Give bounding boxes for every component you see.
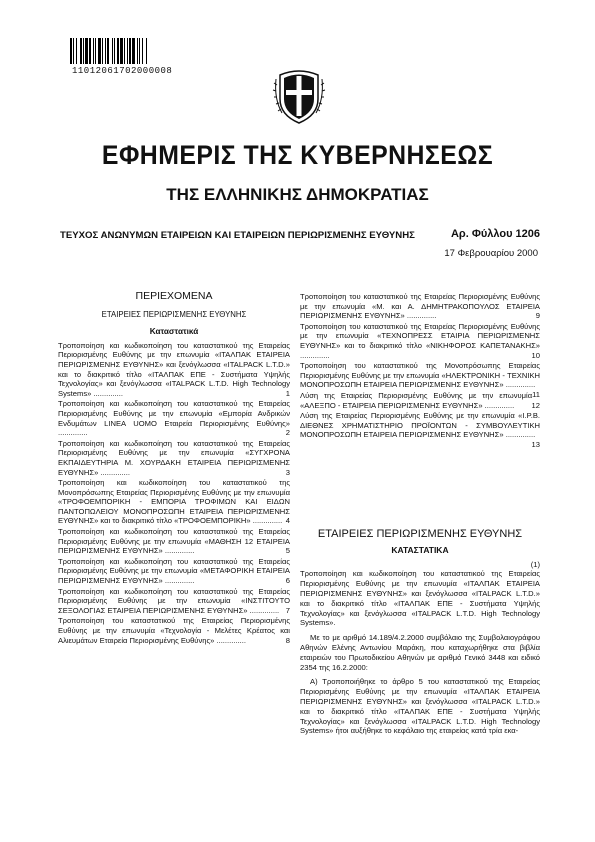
contents-entry (58, 478, 290, 526)
coat-of-arms-emblem (272, 65, 326, 125)
contents-entry-text: Τροποποίηση του καταστατικού της Εταιρείας Περιορισμένης Ευθύνης με την επωνυμία «Μ. και Α. ΔΗΜΗΤΡΑΚΟΠΟΥΛΟΣ ΕΤΑΙΡΕΙΑ ΠΕΡΙΩΡΙΣΜΕΝΗΣ ΕΥΘΥΝΗΣ» (300, 292, 540, 321)
body-section (300, 530, 540, 741)
contents-entry (58, 439, 290, 477)
subsection-title: ΚΑΤΑΣΤΑΤΙΚΑ (391, 544, 449, 555)
contents-entry-text: Τροποποίηση και κωδικοποίηση του καταστατικού της Εταιρείας Περιορισμένης Ευθύνης με την επωνυμία «ΙΤΑΛΠΑΚ ΕΤΑΙΡΕΙΑ ΠΕΡΙΩΡΙΣΜΕΝΗΣ ΕΥΘΥΝΗΣ» και ξενόγλωσσα «ITALPACK L.T.D.» και το διακριτικό τίτλο «ΙΤΑΛΠΑΚ ΕΠΕ - Συστήματα Υψηλής Τεχνολογίας» και ξενόγλωσσα «ITALPACK L.T.D. High Technology Systems» (58, 340, 290, 398)
contents-page-number: 5 (285, 546, 290, 556)
contents-entry (58, 616, 290, 645)
contents-entry-text: Τροποποίηση και κωδικοποίηση του καταστατικού της Εταιρείας Περιορισμένης Ευθύνης με την επωνυμία «ΜΕΤΑΦΟΡΙΚΗ ΕΤΑΙΡΕΙΑ ΠΕΡΙΩΡΙΣΜΕΝΗΣ ΕΥΘΥΝΗΣ» (58, 556, 290, 586)
leader-dots: .............. (58, 428, 88, 438)
contents-entry (300, 322, 540, 360)
leader-dots: .............. (162, 546, 195, 556)
gazette-subtitle: ΤΗΣ ΕΛΛΗΝΙΚΗΣ ΔΗΜΟΚΡΑΤΙΑΣ (166, 185, 429, 204)
contents-page-number: 2 (285, 428, 290, 438)
gazette-series: ΤΕΥΧΟΣ ΑΝΩΝΥΜΩΝ ΕΤΑΙΡΕΙΩΝ ΚΑΙ ΕΤΑΙΡΕΙΩΝ ΠΕΡΙΩΡΙΣΜΕΝΗΣ ΕΥΘΥΝΗΣ (60, 230, 415, 241)
leader-dots: .............. (503, 380, 536, 390)
contents-entry-text: Τροποποίηση του καταστατικού της Εταιρείας Περιορισμένης Ευθύνης με την επωνυμία «ΤΕΧΝΟΠΡΕΣΣ ΕΤΑΙΡΙΑ ΠΕΡΙΩΡΙΣΜΕΝΗΣ ΕΥΘΥΝΗΣ» και το διακριτικό τίτλο «ΝΙΚΗΦΟΡΟΣ ΚΑΠΕΤΑΝΑΚΗΣ» (300, 321, 540, 350)
leader-dots: .............. (98, 467, 130, 477)
contents-entry (58, 341, 290, 399)
contents-entry-text: Τροποποίηση και κωδικοποίηση του καταστατικού της Μονοπρόσωπης Εταιρείας Περιορισμένης Ευθύνης με την επωνυμία «ΤΡΟΦΟΕΜΠΟΡΙΚΗ - ΕΜΠΟΡΙΑ ΤΡΟΦΙΜΩΝ ΚΑΙ ΕΙΔΩΝ ΠΑΝΤΟΠΩΛΕΙΟΥ ΜΟΝΟΠΡΟΣΩΠΗ ΕΤΑΙΡΕΙΑ ΠΕΡΙΩΡΙΣΜΕΝΗΣ ΕΥΘΥΝΗΣ» και το διακριτικό τίτλο «ΤΡΟΦΟΕΜΠΟΡΙΚΗ» (58, 478, 290, 526)
contents-entry (58, 557, 290, 586)
leader-dots: .............. (250, 516, 283, 526)
contents-entry (300, 361, 540, 399)
leader-dots: .............. (404, 311, 437, 321)
contents-entry-text: Τροποποίηση και κωδικοποίηση του καταστατικού της Εταιρείας Περιορισμένης Ευθύνης με την επωνυμία «Εμπορία Ανδρικών Ενδυμάτων LINEA UOMO Εταιρεία Περιορισμένης Ευθύνης» (58, 399, 290, 428)
leader-dots: .............. (214, 635, 247, 645)
contents-entry-text: Τροποποίηση και κωδικοποίηση του καταστατικού της Εταιρείας Περιορισμένης Ευθύνης με την επωνυμία «ΙΝΣΤΙΤΟΥΤΟ ΣΕΞΟΛΟΓΙΑΣ ΕΤΑΙΡΕΙΑ ΠΕΡΙΩΡΙΣΜΕΝΗΣ ΕΥΘΥΝΗΣ» (58, 586, 290, 615)
gazette-title: ΕΦΗΜΕΡΙΣ ΤΗΣ ΚΥΒΕΡΝΗΣΕΩΣ (101, 140, 494, 170)
barcode-number: 11012061702000008 (72, 66, 173, 76)
contents-entry (58, 587, 290, 616)
contents-left-column (58, 292, 290, 646)
contents-list-left (58, 341, 290, 645)
contents-right-column (300, 292, 540, 450)
entry-heading: Τροποποίηση και κωδικοποίηση του καταστατικού της Εταιρείας Περιορισμένης Ευθύνης με την επωνυμία «ΙΤΑΛΠΑΚ ΕΤΑΙΡΕΙΑ ΠΕΡΙΩΡΙΣΜΕΝΗΣ ΕΥΘΥΝΗΣ» και ξενόγλωσσα «ITALPACK L.T.D.» και το διακριτικό τίτλο «ΙΤΑΛΠΑΚ ΕΠΕ - Συστήματα Υψηλής Τεχνολογίας» και ξενόγλωσσα «ITALPACK L.T.D. High Technology Systems». (300, 569, 540, 628)
leader-dots: .............. (300, 350, 330, 360)
sheet-number: Αρ. Φύλλου 1206 (450, 228, 540, 240)
contents-entry-text: Λύση της Εταιρείας Περιορισμένης Ευθύνης με την επωνυμία «ΑΛΕΞΠΟ - ΕΤΑΙΡΕΙΑ ΠΕΡΙΩΡΙΣΜΕΝΗΣ ΕΥΘΥΝΗΣ» (300, 390, 533, 410)
contents-entry-text: Τροποποίηση του καταστατικού της Εταιρείας Περιορισμένης Ευθύνης με την επωνυμία «Τεχνολογία - Μελέτες Κρέατος και Αλιευμάτων Εταιρεία Περιορισμένης Ευθύνης» (58, 616, 290, 645)
contents-entry-text: Τροποποίηση και κωδικοποίηση του καταστατικού της Εταιρείας Περιορισμένης Ευθύνης με την επωνυμία «ΣΥΓΧΡΟΝΑ ΕΚΠΑΙΔΕΥΤΗΡΙΑ Μ. ΧΟΥΡΔΑΚΗ ΕΤΑΙΡΕΙΑ ΠΕΡΙΩΡΙΣΜΕΝΗΣ ΕΥΘΥΝΗΣ» (58, 438, 290, 477)
leader-dots: .............. (503, 430, 536, 440)
contents-title: ΠΕΡΙΕΧΟΜΕΝΑ (135, 290, 213, 302)
contents-entry-text: Τροποποίηση του καταστατικού της Μονοπρόσωπης Εταιρείας Περιορισμένης Ευθύνης με την επωνυμία «ΗΛΕΚΤΡΟΝΙΚΗ - ΤΕΧΝΙΚΗ ΜΟΝΟΠΡΟΣΩΠΗ ΕΤΑΙΡΕΙΑ ΠΕΡΙΩΡΙΣΜΕΝΗΣ ΕΥΘΥΝΗΣ» (300, 361, 540, 390)
leader-dots: .............. (247, 605, 280, 615)
contents-page-number: 8 (285, 635, 290, 645)
leader-dots: .............. (482, 400, 515, 410)
contents-entry (58, 399, 290, 437)
section-title: ΕΤΑΙΡΕΙΕΣ ΠΕΡΙΩΡΙΣΜΕΝΗΣ ΕΥΘΥΝΗΣ (317, 528, 523, 540)
contents-entry (300, 411, 540, 449)
contents-page-number: 13 (531, 439, 540, 449)
contents-page-number: 4 (285, 516, 290, 526)
contents-entry-text: Τροποποίηση και κωδικοποίηση του καταστατικού της Εταιρείας Περιορισμένης Ευθύνης με την επωνυμία «ΜΑΘΗΣΗ 12 ΕΤΑΙΡΕΙΑ ΠΕΡΙΩΡΙΣΜΕΝΗΣ ΕΥΘΥΝΗΣ» (58, 527, 290, 556)
contents-page-number: 3 (285, 467, 290, 477)
leader-dots: .............. (91, 388, 123, 398)
leader-dots: .............. (162, 576, 195, 586)
contents-entry (300, 391, 540, 410)
contents-page-number: 7 (285, 605, 290, 615)
entry-paragraph-1: Με το με αριθμό 14.189/4.2.2000 συμβόλαιο της Συμβολαιογράφου Αθηνών Ελένης Αντωνίου Μαράκη, που καταχωρήθηκε στα βιβλία εταιρειών του Πρωτοδικείου Αθηνών με αριθμό Γενικό 3448 και ειδικό 2354 της 16.2.2000: (300, 633, 540, 672)
entry-number: (1) (530, 559, 540, 569)
contents-page-number: 10 (531, 350, 540, 360)
contents-subsection: Καταστατικά (149, 327, 199, 337)
issue-date: 17 Φεβρουαρίου 2000 (444, 248, 538, 259)
contents-entry-text: Λύση της Εταιρείας Περιορισμένης Ευθύνης με την επωνυμία «Ι.Ρ.Β. ΔΙΕΘΝΕΣ ΧΡΗΜΑΤΙΣΤΗΡΙΟ ΠΡΟΪΟΝΤΩΝ - ΣΥΜΒΟΥΛΕΥΤΙΚΗ ΜΟΝΟΠΡΟΣΩΠΗ ΕΤΑΙΡΕΙΑ ΠΕΡΙΩΡΙΣΜΕΝΗΣ ΕΥΘΥΝΗΣ» (300, 411, 540, 440)
contents-page-number: 9 (535, 311, 540, 321)
contents-page-number: 6 (285, 576, 290, 586)
contents-entry (58, 527, 290, 556)
contents-page-number: 11 (532, 389, 540, 399)
contents-page-number: 1 (285, 388, 290, 398)
contents-section: ΕΤΑΙΡΕΙΕΣ ΠΕΡΙΩΡΙΣΜΕΝΗΣ ΕΥΘΥΝΗΣ (101, 309, 247, 319)
contents-list-right (300, 292, 540, 449)
contents-entry (300, 292, 540, 321)
barcode (70, 38, 212, 64)
entry-paragraph-2: Α) Τροποποιήθηκε το άρθρο 5 του καταστατικού της Εταιρείας Περιορισμένης Ευθύνης με την επωνυμία «ΙΤΑΛΠΑΚ ΕΤΑΙΡΕΙΑ ΠΕΡΙΩΡΙΣΜΕΝΗΣ ΕΥΘΥΝΗΣ» και ξενόγλωσσα «ITALPACK L.T.D.» και το διακριτικό τίτλο «ΙΤΑΛΠΑΚ ΕΠΕ - Συστήματα Υψηλής Τεχνολογίας» και ξενόγλωσσα «ITALPACK L.T.D. High Technology Systems» ήτοι αυξήθηκε το κεφάλαιο της εταιρείας κατά τρία εκα- (300, 677, 540, 736)
contents-page-number: 12 (531, 400, 540, 410)
